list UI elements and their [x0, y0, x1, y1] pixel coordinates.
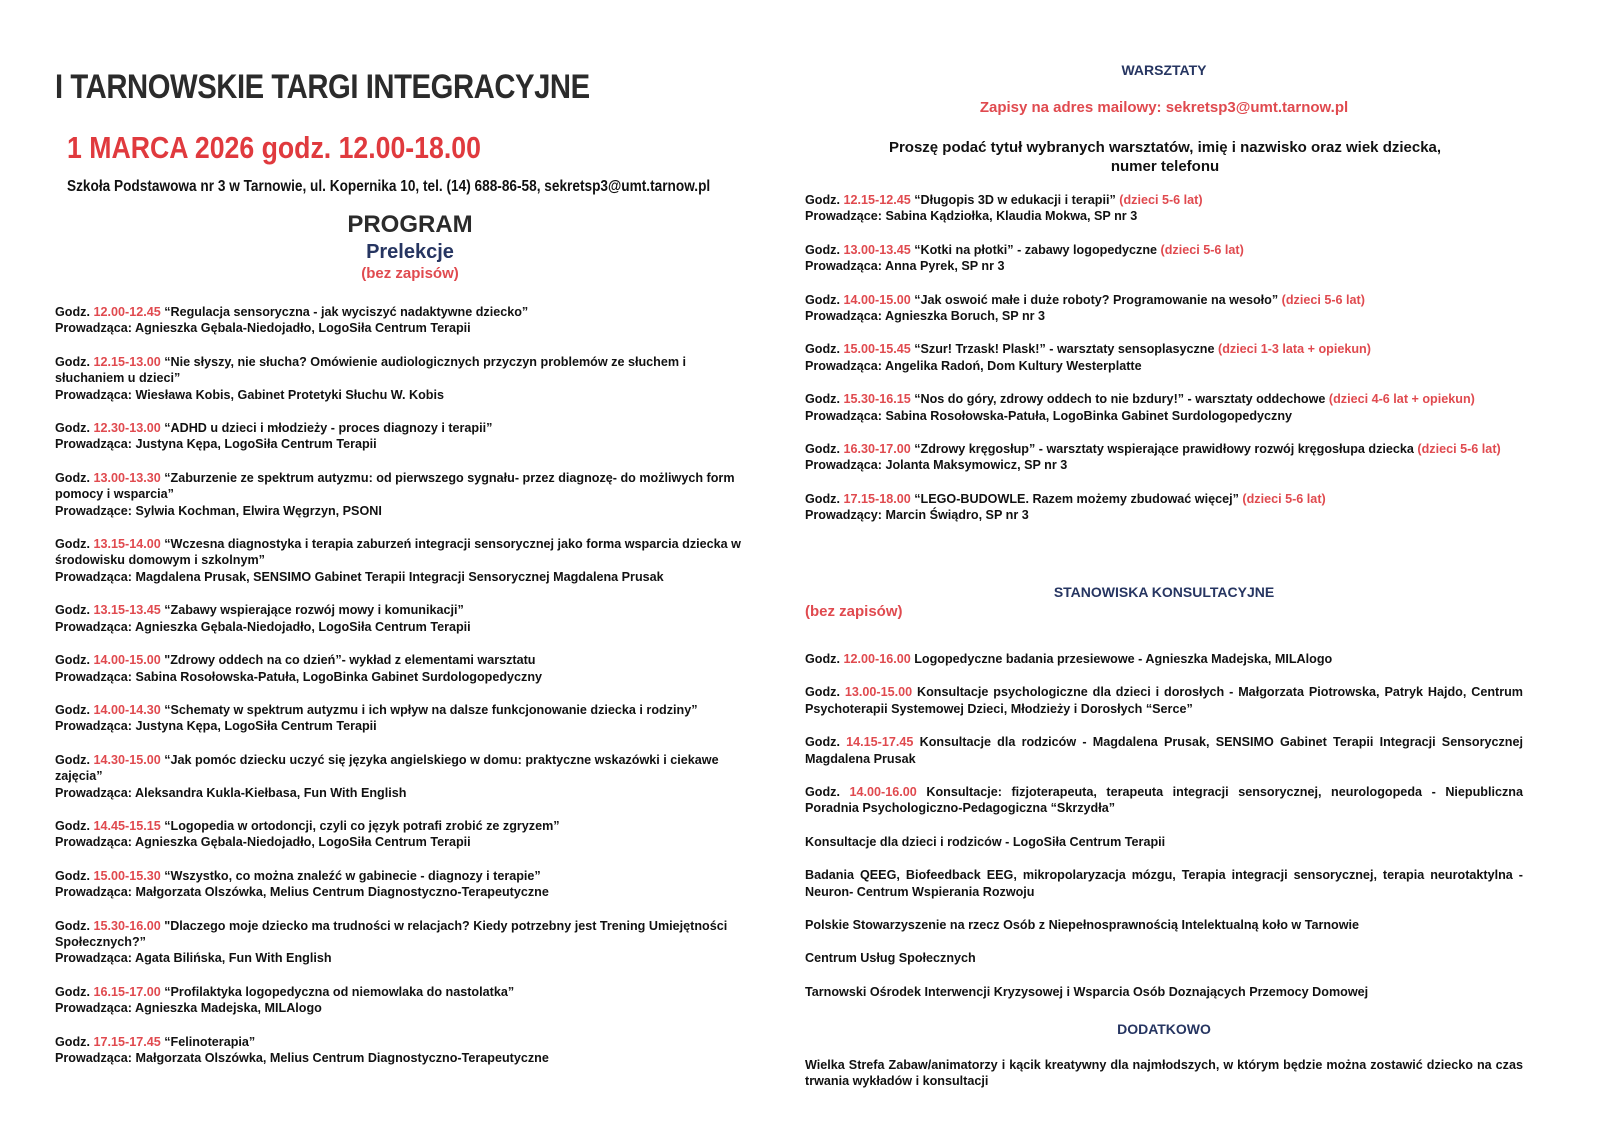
workshop-host: Prowadząca: Jolanta Maksymowicz, SP nr 3 [805, 458, 1068, 473]
lecture-title-line [55, 652, 755, 668]
time-prefix: Godz. [55, 868, 94, 883]
consultation-text: Logopedyczne badania przesiewowe - Agnieszka Madejska, MILAlogo [914, 652, 1333, 666]
lecture-time: 14.00-15.00 [93, 653, 161, 668]
consultation-line [805, 684, 1523, 717]
consultation-line [805, 834, 1523, 850]
program-title: PROGRAM [347, 211, 473, 238]
lecture-title: “ADHD u dzieci i młodzieży - proces diagnozy i terapii” [164, 421, 493, 436]
workshop-title: “LEGO-BUDOWLE. Razem możemy zbudować więcej” [914, 491, 1239, 506]
workshop-title-line [805, 341, 1523, 357]
lecture-title: “Profilaktyka logopedyczna od niemowlaka do nastolatka” [164, 984, 515, 999]
workshop-age: (dzieci 5-6 lat) [1119, 193, 1203, 207]
lecture-host: Prowadząca: Magdalena Prusak, SENSIMO Gabinet Terapii Integracji Sensorycznej Magdalena Prusak [55, 569, 664, 584]
time-prefix: Godz. [805, 652, 844, 666]
lecture-item [55, 536, 755, 585]
workshops-heading: WARSZTATY [1121, 62, 1207, 78]
workshop-age: (dzieci 1-3 lata + opiekun) [1218, 342, 1371, 357]
lecture-item [55, 304, 755, 337]
consultation-time: 13.00-15.00 [844, 685, 913, 700]
consultation-time: 12.00-16.00 [843, 652, 911, 666]
consultation-time: 14.00-16.00 [849, 785, 917, 800]
consultation-item [805, 867, 1523, 900]
workshop-title: “Szur! Trzask! Plask!” - warsztaty sensoplasyczne [914, 342, 1215, 357]
lecture-host: Prowadząca: Małgorzata Olszówka, Melius Centrum Diagnostyczno-Terapeutyczne [55, 885, 549, 900]
lecture-title-line [55, 702, 755, 718]
consultation-item [805, 734, 1523, 767]
consultation-line [805, 651, 1523, 667]
lecture-host: Prowadząca: Małgorzata Olszówka, Melius Centrum Diagnostyczno-Terapeutyczne [55, 1051, 549, 1065]
workshop-time: 16.30-17.00 [843, 442, 911, 457]
event-address: Szkoła Podstawowa nr 3 w Tarnowie, ul. Kopernika 10, tel. (14) 688-86-58, sekretsp3@umt.tarnow.pl [67, 178, 711, 195]
time-prefix: Godz. [55, 653, 94, 668]
lecture-title-line [55, 354, 755, 387]
consultation-text: Tarnowski Ośrodek Interwencji Kryzysowej i Wsparcia Osób Doznających Przemocy Domowej [805, 984, 1369, 999]
lecture-time: 12.30-13.00 [93, 421, 161, 436]
lecture-title: “Nie słyszy, nie słucha? Omówienie audiologicznych przyczyn problemów ze słuchem i słuchaniem u dzieci” [55, 354, 687, 386]
lecture-time: 13.15-14.00 [93, 537, 161, 552]
event-title: I TARNOWSKIE TARGI INTEGRACYJNE [55, 68, 590, 106]
workshop-item [805, 292, 1523, 325]
time-prefix: Godz. [805, 442, 844, 457]
lecture-title-line [55, 868, 755, 884]
lecture-title: “Jak pomóc dziecku uczyć się języka angielskiego w domu: praktyczne wskazówki i ciekawe zajęcia” [55, 752, 719, 784]
lecture-title-line [55, 918, 755, 951]
consultation-item [805, 684, 1523, 717]
lectures-list [55, 304, 755, 1083]
workshop-host: Prowadzący: Marcin Świądro, SP nr 3 [805, 508, 1029, 523]
lecture-time: 14.00-14.30 [93, 702, 161, 717]
lecture-item [55, 602, 755, 635]
lecture-host: Prowadząca: Agnieszka Madejska, MILAlogo [55, 1001, 322, 1016]
consultations-note: (bez zapisów) [805, 603, 903, 620]
workshop-title-line [805, 441, 1523, 457]
lecture-title: "Zdrowy oddech na co dzień”- wykład z elementami warsztatu [164, 653, 536, 668]
workshop-item [805, 341, 1523, 374]
workshops-instructions: Proszę podać tytuł wybranych warsztatów, imię i nazwisko oraz wiek dziecka, numer telefonu [888, 139, 1442, 175]
workshop-title-line [805, 242, 1523, 258]
workshop-age: (dzieci 5-6 lat) [1242, 491, 1326, 506]
workshop-age: (dzieci 5-6 lat) [1281, 292, 1365, 307]
consultation-item [805, 950, 1523, 966]
lectures-subtitle: Prelekcje [366, 241, 454, 263]
lecture-host: Prowadząca: Aleksandra Kukla-Kiełbasa, Fun With English [55, 785, 407, 800]
workshop-title: “Nos do góry, zdrowy oddech to nie bzdury!” - warsztaty oddechowe [914, 392, 1326, 407]
lecture-host: Prowadząca: Wiesława Kobis, Gabinet Protetyki Słuchu W. Kobis [55, 387, 444, 402]
consultation-text: Polskie Stowarzyszenie na rzecz Osób z Niepełnosprawnością Intelektualną koło w Tarnowie [805, 918, 1360, 933]
lecture-title: “Wszystko, co można znaleźć w gabinecie - diagnozy i terapie” [164, 868, 541, 883]
workshops-list [805, 192, 1523, 541]
workshop-title-line [805, 192, 1523, 208]
lecture-time: 17.15-17.45 [93, 1034, 161, 1049]
workshop-time: 14.00-15.00 [843, 292, 911, 307]
time-prefix: Godz. [805, 242, 844, 257]
extra-heading: DODATKOWO [1117, 1021, 1211, 1037]
time-prefix: Godz. [805, 735, 847, 750]
time-prefix: Godz. [55, 354, 94, 369]
time-prefix: Godz. [55, 918, 94, 933]
lecture-item [55, 984, 755, 1017]
workshop-item [805, 491, 1523, 524]
consultation-text: Centrum Usług Społecznych [805, 951, 976, 966]
event-date: 1 MARCA 2026 godz. 12.00-18.00 [67, 130, 481, 165]
workshops-signup: Zapisy na adres mailowy: sekretsp3@umt.tarnow.pl [979, 99, 1349, 116]
consultation-text: Konsultacje: fizjoterapeuta, terapeuta integracji sensorycznej, neurologopeda - Niepubliczna Poradnia Psychologiczno-Pedagogiczna “Skrzydła” [805, 785, 1523, 816]
lecture-title-line [55, 470, 755, 503]
workshop-item [805, 391, 1523, 424]
lecture-title: “Logopedia w ortodoncji, czyli co język potrafi zrobić ze zgryzem” [164, 818, 560, 833]
lecture-title: "Dlaczego moje dziecko ma trudności w relacjach? Kiedy potrzebny jest Trening Umiejętności Społecznych?” [55, 918, 728, 949]
lecture-title: “Wczesna diagnostyka i terapia zaburzeń integracji sensorycznej jako forma wsparcia dziecka w środowisku domowym i szkolnym” [55, 537, 741, 568]
time-prefix: Godz. [55, 470, 94, 485]
lecture-time: 13.15-13.45 [93, 603, 161, 618]
lectures-note: (bez zapisów) [361, 265, 459, 282]
workshop-age: (dzieci 4-6 lat + opiekun) [1328, 392, 1475, 407]
lecture-time: 13.00-13.30 [93, 470, 161, 485]
consultation-line [805, 917, 1523, 933]
workshop-title: “Zdrowy kręgosłup” - warsztaty wspierające prawidłowy rozwój kręgosłupa dziecka [914, 442, 1414, 457]
lecture-time: 14.30-15.00 [93, 752, 161, 767]
lecture-host: Prowadząca: Agnieszka Gębala-Niedojadło, LogoSiła Centrum Terapii [55, 321, 471, 336]
lecture-time: 14.45-15.15 [93, 818, 161, 833]
workshop-time: 17.15-18.00 [843, 491, 911, 506]
consultation-text: Konsultacje dla dzieci i rodziców - LogoSiła Centrum Terapii [805, 834, 1166, 849]
consultations-list [805, 651, 1523, 1017]
lecture-title-line [55, 818, 755, 834]
workshop-host: Prowadzące: Sabina Kądziołka, Klaudia Mokwa, SP nr 3 [805, 209, 1138, 224]
time-prefix: Godz. [805, 685, 845, 700]
consultation-line [805, 950, 1523, 966]
time-prefix: Godz. [805, 292, 844, 307]
lecture-host: Prowadząca: Agnieszka Gębala-Niedojadło, LogoSiła Centrum Terapii [55, 835, 471, 850]
workshop-age: (dzieci 5-6 lat) [1160, 242, 1244, 257]
consultation-item [805, 651, 1523, 667]
lecture-item [55, 420, 755, 453]
time-prefix: Godz. [805, 785, 850, 800]
consultation-item [805, 917, 1523, 933]
program-heading-block [55, 210, 765, 284]
lecture-time: 12.15-13.00 [93, 354, 161, 369]
lecture-item [55, 868, 755, 901]
consultation-item [805, 984, 1523, 1000]
consultation-item [805, 784, 1523, 817]
time-prefix: Godz. [55, 421, 94, 436]
lecture-time: 15.30-16.00 [93, 918, 161, 933]
consultation-text: Konsultacje psychologiczne dla dzieci i dorosłych - Małgorzata Piotrowska, Patryk Hajdo, Centrum Psychoterapii Systemowej Dzieci, Młodzieży i Dorosłych “Serce” [805, 685, 1524, 716]
lecture-item [55, 702, 755, 735]
lecture-host: Prowadząca: Agnieszka Gębala-Niedojadło, LogoSiła Centrum Terapii [55, 619, 471, 634]
lecture-title: “Schematy w spektrum autyzmu i ich wpływ na dalsze funkcjonowanie dziecka i rodziny” [164, 702, 698, 717]
lecture-item [55, 354, 755, 403]
workshop-host: Prowadząca: Sabina Rosołowska-Patuła, LogoBinka Gabinet Surdologopedyczny [805, 408, 1293, 423]
workshop-title: “Kotki na płotki” - zabawy logopedyczne [914, 242, 1158, 257]
lecture-title-line [55, 536, 755, 569]
lecture-title: “Felinoterapia” [164, 1034, 256, 1049]
lecture-title-line [55, 984, 755, 1000]
time-prefix: Godz. [55, 305, 94, 319]
lecture-time: 16.15-17.00 [93, 984, 161, 999]
time-prefix: Godz. [55, 752, 94, 767]
lecture-item [55, 652, 755, 685]
time-prefix: Godz. [805, 342, 844, 357]
time-prefix: Godz. [805, 392, 844, 407]
workshop-time: 15.30-16.15 [843, 392, 911, 407]
lecture-item [55, 752, 755, 801]
consultation-line [805, 984, 1523, 1000]
workshop-host: Prowadząca: Anna Pyrek, SP nr 3 [805, 259, 1005, 274]
lecture-title-line [55, 602, 755, 618]
lecture-host: Prowadzące: Sylwia Kochman, Elwira Węgrzyn, PSONI [55, 503, 382, 518]
lecture-item [55, 918, 755, 967]
time-prefix: Godz. [805, 193, 844, 207]
workshop-item [805, 242, 1523, 275]
workshop-title: “Jak oswoić małe i duże roboty? Programowanie na wesoło” [914, 292, 1279, 307]
workshop-title-line [805, 292, 1523, 308]
consultation-text: Konsultacje dla rodziców - Magdalena Prusak, SENSIMO Gabinet Terapii Integracji Sensorycznej Magdalena Prusak [805, 735, 1523, 766]
workshop-item [805, 192, 1523, 225]
lecture-item [55, 818, 755, 851]
consultation-line [805, 784, 1523, 817]
lecture-title-line [55, 304, 755, 320]
time-prefix: Godz. [805, 491, 844, 506]
lecture-title-line [55, 420, 755, 436]
lecture-title-line [55, 752, 755, 785]
workshop-title: “Długopis 3D w edukacji i terapii” [914, 193, 1116, 207]
time-prefix: Godz. [55, 603, 94, 618]
time-prefix: Godz. [55, 1034, 94, 1049]
consultation-line [805, 734, 1523, 767]
time-prefix: Godz. [55, 818, 94, 833]
time-prefix: Godz. [55, 537, 94, 552]
lecture-host: Prowadząca: Sabina Rosołowska-Patuła, LogoBinka Gabinet Surdologopedyczny [55, 669, 543, 684]
workshop-host: Prowadząca: Agnieszka Boruch, SP nr 3 [805, 309, 1046, 324]
workshop-time: 15.00-15.45 [843, 342, 911, 357]
consultation-item [805, 834, 1523, 850]
lecture-title: “Zabawy wspierające rozwój mowy i komunikacji” [164, 603, 464, 618]
lecture-title: “Zaburzenie ze spektrum autyzmu: od pierwszego sygnału- przez diagnozę- do możliwych form pomocy i wsparcia” [55, 470, 735, 502]
lecture-host: Prowadząca: Justyna Kępa, LogoSiła Centrum Terapii [55, 719, 377, 734]
consultation-time: 14.15-17.45 [846, 735, 914, 750]
lecture-title: “Regulacja sensoryczna - jak wyciszyć nadaktywne dziecko” [164, 305, 529, 319]
workshop-host: Prowadząca: Angelika Radoń, Dom Kultury Westerplatte [805, 358, 1142, 373]
lecture-time: 12.00-12.45 [93, 305, 161, 319]
lecture-item [55, 470, 755, 519]
workshop-item [805, 441, 1523, 474]
workshop-time: 12.15-12.45 [843, 193, 911, 207]
workshop-title-line [805, 491, 1523, 507]
lecture-title-line [55, 1034, 755, 1050]
time-prefix: Godz. [55, 702, 94, 717]
consultations-heading: STANOWISKA KONSULTACYJNE [1053, 584, 1275, 600]
extra-text: Wielka Strefa Zabaw/animatorzy i kącik kreatywny dla najmłodszych, w którym będzie można zostawić dziecko na czas trwania wykładów i konsultacji [805, 1058, 1523, 1089]
consultation-line [805, 867, 1523, 900]
workshop-time: 13.00-13.45 [843, 242, 911, 257]
workshop-age: (dzieci 5-6 lat) [1417, 442, 1501, 457]
workshop-title-line [805, 391, 1523, 407]
lecture-host: Prowadząca: Agata Bilińska, Fun With English [55, 951, 332, 966]
consultation-text: Badania QEEG, Biofeedback EEG, mikropolaryzacja mózgu, Terapia integracji sensorycznej, terapia neurotaktylna - Neuron- Centrum Wspierania Rozwoju [805, 868, 1523, 899]
lecture-item [55, 1034, 755, 1067]
lecture-time: 15.00-15.30 [93, 868, 161, 883]
lecture-host: Prowadząca: Justyna Kępa, LogoSiła Centrum Terapii [55, 437, 377, 452]
time-prefix: Godz. [55, 984, 94, 999]
